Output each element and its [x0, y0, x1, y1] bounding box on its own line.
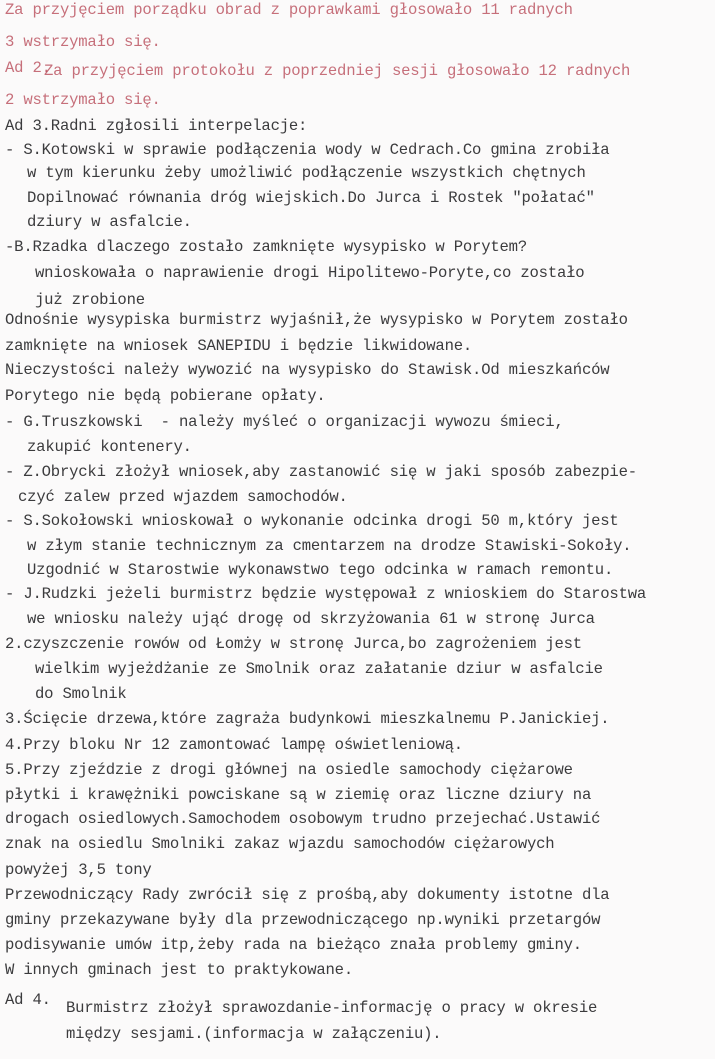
line-41: Ad 4. — [5, 991, 51, 1009]
line-30: 3.Ścięcie drzewa,które zagraża budynkowi mieszkalnemu P.Janickiej. — [5, 710, 610, 728]
line-9: Dopilnować równania dróg wiejskich.Do Jurca i Rostek "połatać" — [27, 189, 595, 207]
line-32: 5.Przy zjeździe z drogi głównej na osiedle samochody ciężarowe — [5, 761, 573, 779]
line-24: Uzgodnić w Starostwie wykonawstwo tego odcinka w ramach remontu. — [27, 561, 614, 579]
line-39: podisywanie umów itp,żeby rada na bieżąco znała problemy gminy. — [5, 936, 582, 954]
line-8: w tym kierunku żeby umożliwić podłączenie wszystkich chętnych — [27, 164, 586, 182]
line-15: zamknięte na wniosek SANEPIDU i będzie likwidowane. — [5, 337, 473, 355]
line-25: - J.Rudzki jeżeli burmistrz będzie występował z wnioskiem do Starostwa — [5, 585, 647, 603]
line-14: Odnośnie wysypiska burmistrz wyjaśnił,że wysypisko w Porytem zostało — [5, 311, 628, 329]
line-12: wnioskowała o naprawienie drogi Hipolitewo-Poryte,co zostało — [35, 264, 585, 282]
line-28: wielkim wyjeżdżanie ze Smolnik oraz załatanie dziur w asfalcie — [35, 660, 603, 678]
line-29: do Smolnik — [35, 685, 127, 703]
line-37: Przewodniczący Rady zwrócił się z prośbą,aby dokumenty istotne dla — [5, 886, 610, 904]
line-4: Za przyjęciem protokołu z poprzedniej sesji głosowało 12 radnych — [44, 62, 631, 80]
line-22: - S.Sokołowski wnioskował o wykonanie odcinka drogi 50 m,który jest — [5, 512, 619, 530]
line-38: gminy przekazywane były dla przewodniczącego np.wyniki przetargów — [5, 911, 601, 929]
line-11: -B.Rzadka dlaczego zostało zamknięte wysypisko w Porytem? — [5, 238, 527, 256]
line-36: powyżej 3,5 tony — [5, 861, 152, 879]
line-6: Ad 3.Radni zgłosili interpelacje: — [5, 117, 308, 135]
line-18: - G.Truszkowski - należy myśleć o organizacji wywozu śmieci, — [5, 413, 564, 431]
line-17: Porytego nie będą pobierane opłaty. — [5, 387, 326, 405]
line-16: Nieczystości należy wywozić na wysypisko do Stawisk.Od mieszkańców — [5, 361, 610, 379]
line-23: w złym stanie technicznym za cmentarzem na drodze Stawiski-Sokoły. — [27, 537, 632, 555]
line-5: 2 wstrzymało się. — [5, 91, 161, 109]
line-21: czyć zalew przed wjazdem samochodów. — [18, 488, 348, 506]
line-13: już zrobione — [35, 291, 145, 309]
line-35: znak na osiedlu Smolniki zakaz wjazdu samochodów ciężarowych — [5, 835, 555, 853]
line-27: 2.czyszczenie rowów od Łomży w stronę Jurca,bo zagrożeniem jest — [5, 635, 582, 653]
line-31: 4.Przy bloku Nr 12 zamontować lampę oświetleniową. — [5, 736, 463, 754]
line-33: płytki i krawężniki powciskane są w ziemię oraz liczne dziury na — [5, 786, 592, 804]
line-3: Ad 2. — [5, 59, 51, 77]
line-1: Za przyjęciem porządku obrad z poprawkami głosowało 11 radnych — [5, 1, 573, 19]
line-7: - S.Kotowski w sprawie podłączenia wody w Cedrach.Co gmina zrobiła — [5, 141, 610, 159]
line-2: 3 wstrzymało się. — [5, 33, 161, 51]
line-42: Burmistrz złożył sprawozdanie-informację o pracy w okresie — [66, 999, 598, 1017]
line-43: między sesjami.(informacja w załączeniu). — [66, 1025, 442, 1043]
line-40: W innych gminach jest to praktykowane. — [5, 961, 353, 979]
line-26: we wniosku należy ująć drogę od skrzyżowania 61 w stronę Jurca — [27, 610, 595, 628]
line-19: zakupić kontenery. — [27, 438, 192, 456]
line-34: drogach osiedlowych.Samochodem osobowym trudno przejechać.Ustawić — [5, 810, 601, 828]
line-20: - Z.Obrycki złożył wniosek,aby zastanowić się w jaki sposób zabezpie- — [5, 463, 637, 481]
line-10: dziury w asfalcie. — [27, 213, 192, 231]
